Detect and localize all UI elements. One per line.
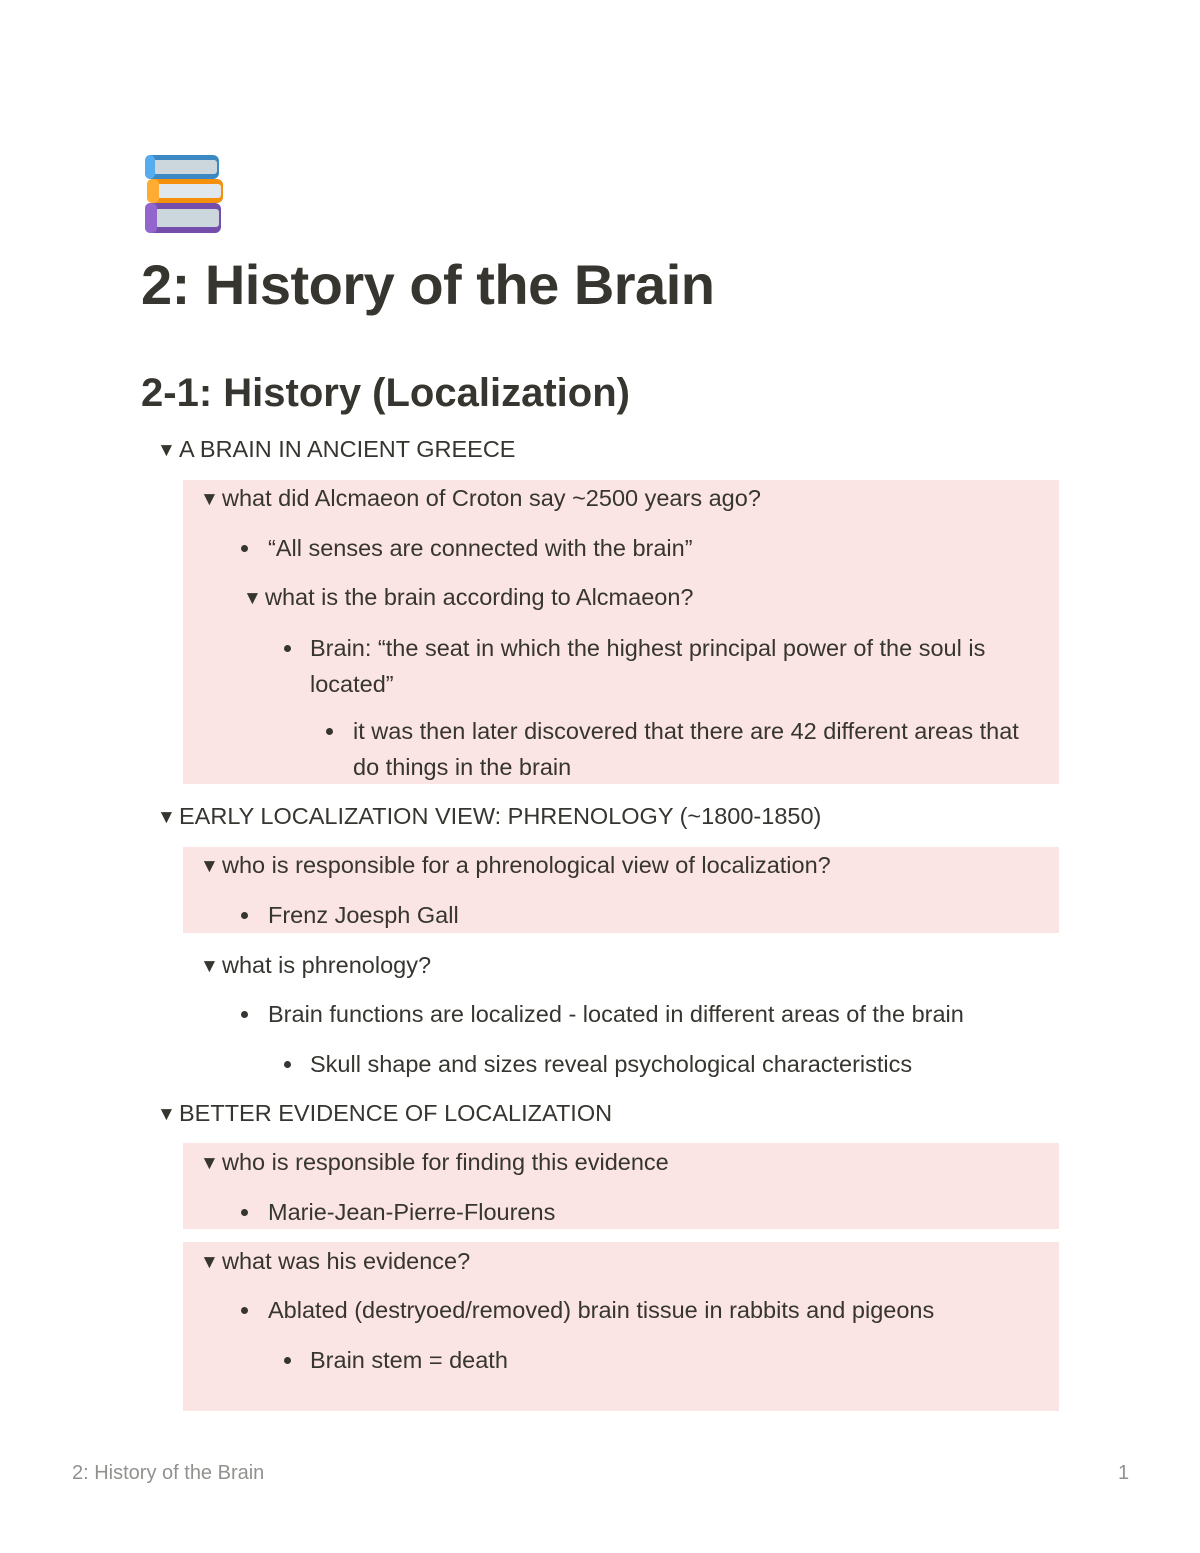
toggle-flourens-question[interactable] bbox=[200, 1144, 669, 1183]
toggle-alcmaeon-question[interactable] bbox=[200, 480, 761, 519]
toggle-triangle-icon[interactable]: ▼ bbox=[157, 1104, 176, 1125]
toggle-label: EARLY LOCALIZATION VIEW: PHRENOLOGY (~1800-1850) bbox=[179, 803, 822, 829]
toggle-phrenology[interactable] bbox=[157, 798, 821, 837]
toggle-label: who is responsible for a phrenological view of localization? bbox=[222, 852, 831, 878]
toggle-triangle-icon[interactable]: ▼ bbox=[157, 440, 176, 461]
toggle-label: what is phrenology? bbox=[222, 952, 432, 978]
toggle-label: BETTER EVIDENCE OF LOCALIZATION bbox=[179, 1100, 613, 1126]
page-number: 1 bbox=[1118, 1462, 1130, 1484]
toggle-gall-question[interactable] bbox=[200, 847, 831, 886]
list-item: “All senses are connected with the brain” bbox=[268, 535, 693, 561]
list-item: it was then later discovered that there are 42 different areas that do things in the brain bbox=[353, 718, 1019, 780]
bullet-icon bbox=[241, 1307, 248, 1314]
toggle-triangle-icon[interactable]: ▼ bbox=[200, 956, 219, 977]
bullet-icon bbox=[241, 545, 248, 552]
bullet-icon bbox=[284, 1061, 291, 1068]
toggle-label: who is responsible for finding this evidence bbox=[222, 1149, 669, 1175]
bullet-icon bbox=[284, 1357, 291, 1364]
toggle-label: what was his evidence? bbox=[222, 1248, 471, 1274]
bullet-icon bbox=[241, 1209, 248, 1216]
list-item: Ablated (destryoed/removed) brain tissue in rabbits and pigeons bbox=[268, 1297, 935, 1323]
toggle-triangle-icon[interactable]: ▼ bbox=[157, 807, 176, 828]
toggle-better-evidence[interactable] bbox=[157, 1095, 612, 1134]
toggle-label: A BRAIN IN ANCIENT GREECE bbox=[179, 436, 516, 462]
list-item: Skull shape and sizes reveal psychological characteristics bbox=[310, 1051, 913, 1077]
footer-title: 2: History of the Brain bbox=[72, 1462, 265, 1484]
toggle-triangle-icon[interactable]: ▼ bbox=[200, 1153, 219, 1174]
list-item: Frenz Joesph Gall bbox=[268, 902, 459, 928]
bullet-icon bbox=[241, 912, 248, 919]
toggle-triangle-icon[interactable]: ▼ bbox=[200, 856, 219, 877]
bullet-icon bbox=[326, 728, 333, 735]
toggle-ancient-greece[interactable] bbox=[157, 431, 515, 470]
books-icon bbox=[143, 153, 227, 237]
list-item: Marie-Jean-Pierre-Flourens bbox=[268, 1199, 556, 1225]
bullet-icon bbox=[241, 1011, 248, 1018]
toggle-label: what is the brain according to Alcmaeon? bbox=[265, 584, 694, 610]
list-item: Brain functions are localized - located in different areas of the brain bbox=[268, 1001, 964, 1027]
section-heading: 2-1: History (Localization) bbox=[141, 371, 630, 415]
toggle-triangle-icon[interactable]: ▼ bbox=[200, 1252, 219, 1273]
bullet-icon bbox=[284, 645, 291, 652]
toggle-triangle-icon[interactable]: ▼ bbox=[200, 489, 219, 510]
list-item: Brain: “the seat in which the highest principal power of the soul is located” bbox=[310, 635, 986, 697]
toggle-triangle-icon[interactable]: ▼ bbox=[243, 588, 262, 609]
toggle-phrenology-question[interactable] bbox=[200, 947, 431, 986]
list-item: Brain stem = death bbox=[310, 1347, 508, 1373]
page-title: 2: History of the Brain bbox=[141, 253, 715, 316]
toggle-label: what did Alcmaeon of Croton say ~2500 years ago? bbox=[222, 485, 761, 511]
toggle-evidence-question[interactable] bbox=[200, 1243, 470, 1282]
toggle-brain-question[interactable] bbox=[243, 579, 693, 618]
